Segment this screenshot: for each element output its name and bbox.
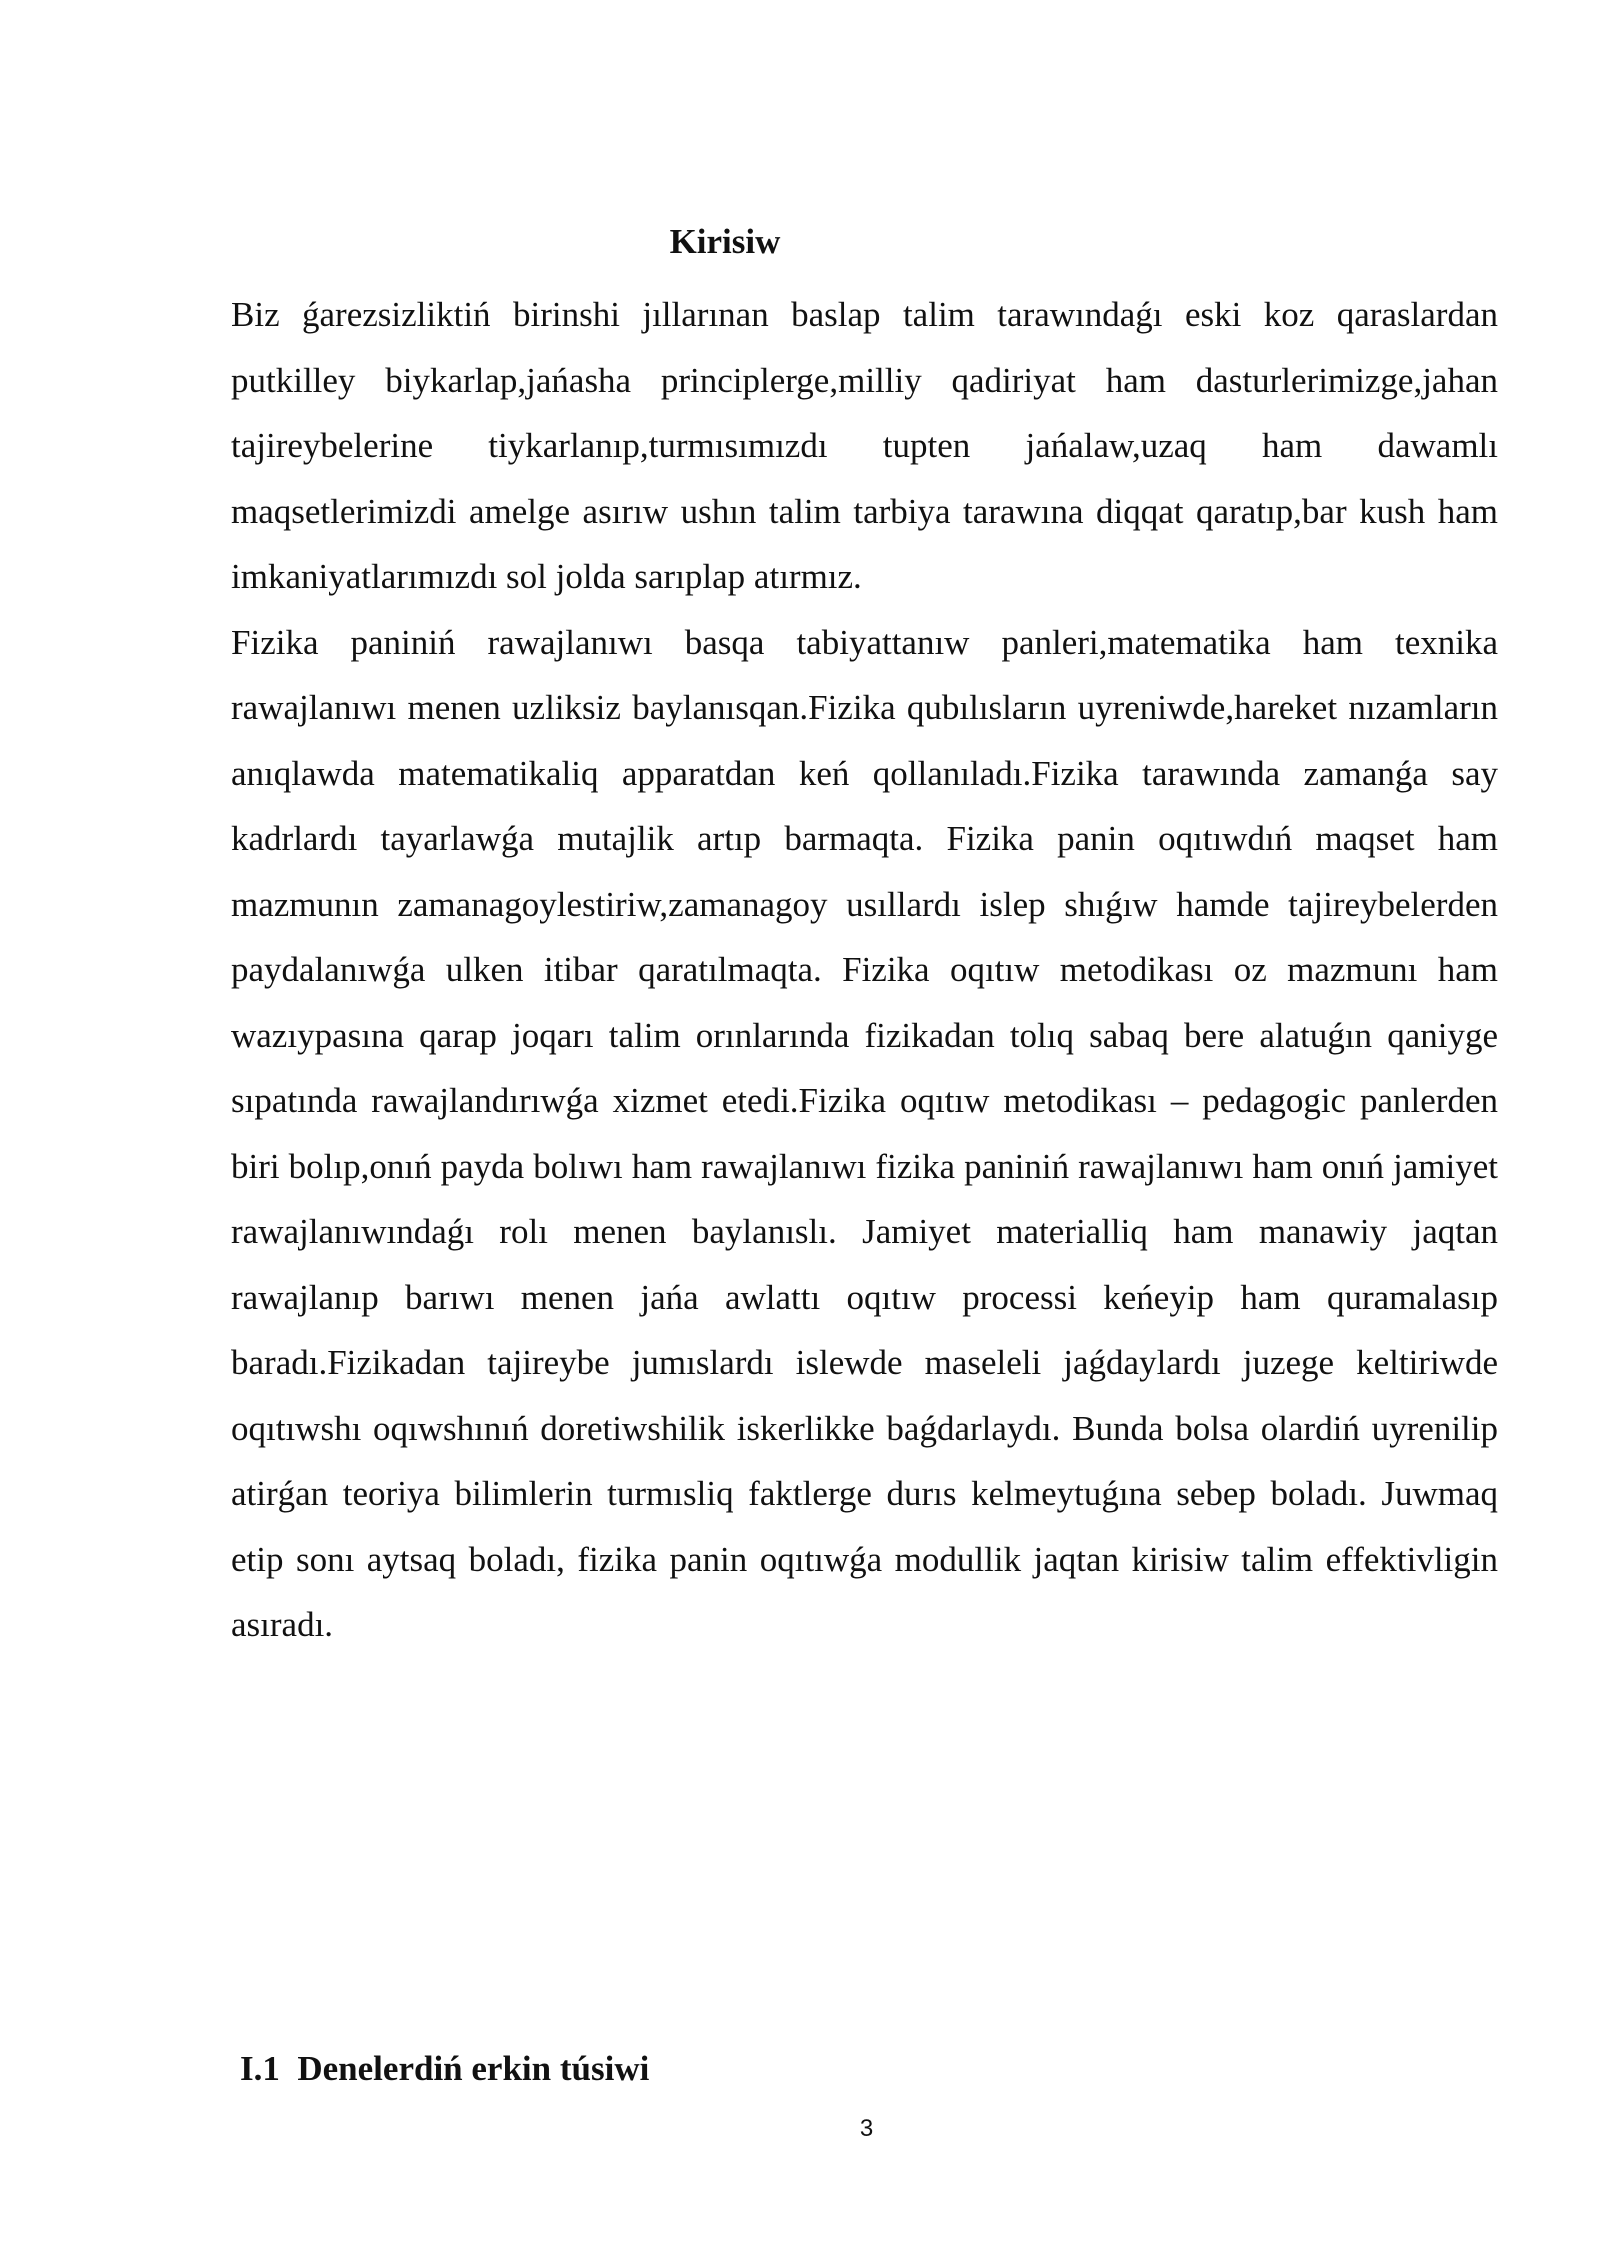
- body-text: [231, 282, 1498, 1658]
- paragraph-intro: Biz ǵarezsizliktiń birinshi jıllarınan baslap talim tarawındaǵı eski koz qaraslardan putkilley biykarlap,jańasha principlerge,milliy qadiriyat ham dasturlerimizge,jahan tajireybelerine tiykarlanıp,turmısımızdı tupten jańalaw,uzaq ham dawamlı maqsetlerimizdi amelge asırıw ushın talim tarbiya tarawına diqqat qaratıp,bar kush ham imkaniyatlarımızdı sol jolda sarıplap atırmız.: [231, 295, 1498, 596]
- page-title: Kirisiw: [669, 222, 781, 261]
- page-number: 3: [859, 2115, 874, 2142]
- section-heading: I.1 Denelerdiń erkin túsiwi: [240, 2049, 650, 2088]
- paragraph-physics: Fizika paniniń rawajlanıwı basqa tabiyattanıw panleri,matematika ham texnika rawajlanıwı menen uzliksiz baylanısqan.Fizika qubılısların uyreniwde,hareket nızamların anıqlawda matematikaliq apparatdan keń qollanıladı.Fizika tarawında zamanǵa say kadrlardı tayarlawǵa mutajlik artıp barmaqta. Fizika panin oqıtıwdıń maqset ham mazmunın zamanagoylestiriw,zamanagoy usıllardı islep shıǵıw hamde tajireybelerden paydalanıwǵa ulken itibar qaratılmaqta. Fizika oqıtıw metodikası oz mazmunı ham wazıypasına qarap joqarı talim orınlarında fizikadan tolıq sabaq bere alatuǵın qaniyge sıpatında rawajlandırıwǵa xizmet etedi.Fizika oqıtıw metodikası – pedagogic panlerden biri bolıp,onıń payda bolıwı ham rawajlanıwı fizika paniniń rawajlanıwı ham onıń jamiyet rawajlanıwındaǵı rolı menen baylanıslı. Jamiyet materialliq ham manawiy jaqtan rawajlanıp barıwı menen jańa awlattı oqıtıw processi keńeyip ham quramalasıp baradı.Fizikadan tajireybe jumıslardı islewde maseleli jaǵdaylardı juzege keltiriwde oqıtıwshı oqıwshınıń doretiwshilik iskerlikke baǵdarlaydı. Bunda bolsa olardiń uyrenilip atirǵan teoriya bilimlerin turmısliq faktlerge durıs kelmeytuǵına sebep boladı. Juwmaq etip sonı aytsaq boladı, fizika panin oqıtıwǵa modullik jaqtan kirisiw talim effektivligin asıradı.: [231, 622, 1498, 1644]
